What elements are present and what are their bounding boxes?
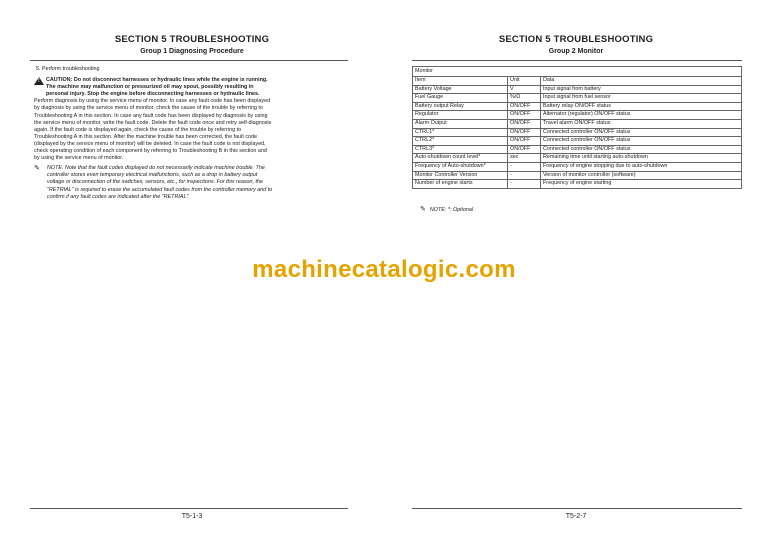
table-cell: Number of engine starts [413, 180, 508, 189]
header-cell: Item [413, 77, 508, 86]
note-text: NOTE: *: Optional [429, 207, 474, 213]
table-cell: Connected controller ON/OFF status [541, 128, 742, 137]
table-cell: Battery output Relay [413, 102, 508, 111]
note-block [420, 206, 473, 213]
table-cell: %/Ω [508, 94, 541, 103]
table-body [413, 85, 742, 188]
section-title: SECTION 5 TROUBLESHOOTING [498, 34, 654, 45]
table-cell: CTRL1* [413, 128, 508, 137]
table-cell: CTRL3* [413, 145, 508, 154]
left-content [34, 66, 274, 201]
table-cell: Monitor Controller Version [413, 171, 508, 180]
note-text: NOTE: Note that the fault codes displayed do not necessarily indicate machine trouble. The controller stores even temporary electrical malfunctions, such as a drop in battery output voltage or disconnection of the switches, sensors, etc., for inspections. For this reason, the "RETRIAL" is required to erase the accumulated fault codes from the controller memory and to confirm if any fault codes are indicated after the "RETRIAL". [47, 165, 273, 200]
group-title: Group 2 Monitor [548, 48, 604, 55]
table-cell: ON/OFF [508, 137, 541, 146]
page-number: T5-2-7 [565, 513, 587, 520]
table-cell: ON/OFF [508, 102, 541, 111]
table-row [413, 137, 742, 146]
table-row [413, 145, 742, 154]
table-row [413, 119, 742, 128]
table-row [413, 94, 742, 103]
table-cell: Input signal from battery [541, 85, 742, 94]
section-title: SECTION 5 TROUBLESHOOTING [114, 34, 270, 45]
procedure-paragraph: Perform diagnosis by using the service menu of monitor. In case any fault code has been displayed by diagnosis by using the service menu of monitor, check the cause of the trouble by referring to Troubleshooting A in this section. In case any fault code has been displayed by diagnosis by using the service menu of monitor, write the fault code. Delete the fault code once and retry self-diagnosis again. If the fault code is displayed again, check the cause of the trouble by referring to Troubleshooting A in this section. After the machine trouble has been corrected, the fault code (displayed by the service menu of monitor) will be deleted. In case the fault code is not displayed, check operating condition of each component by referring to Troubleshooting B in this section and by using the service menu of monitor. [34, 98, 272, 162]
header-cell: Data [541, 77, 742, 86]
caution-label: CAUTION: [46, 77, 73, 84]
table-cell: CTRL2* [413, 137, 508, 146]
table-row [413, 128, 742, 137]
header-cell: Unit [508, 77, 541, 86]
table-cell: Input signal from fuel sensor [541, 94, 742, 103]
table-cell: Fuel Gauge [413, 94, 508, 103]
note-block [34, 165, 274, 200]
table-cell: Version of monitor controller (software) [541, 171, 742, 180]
table-cell: Connected controller ON/OFF status [541, 137, 742, 146]
table-cell: sec [508, 154, 541, 163]
table-cell: Frequency of engine starting [541, 180, 742, 189]
table-cell: Regulator [413, 111, 508, 120]
table-cell: Connected controller ON/OFF status [541, 145, 742, 154]
caution-text: Do not disconnect harnesses or hydraulic lines while the engine is running. The machine may malfunction or pressurized oil may spout, possibly resulting in personal injury. Stop the engine before disconnecting harnesses or hydraulic lines. [46, 77, 268, 98]
table-cell: ON/OFF [508, 119, 541, 128]
note-pencil-icon: ✎ [34, 165, 40, 173]
table-row [413, 162, 742, 171]
table-cell: Battery Voltage [413, 85, 508, 94]
table-cell: Travel alarm ON/OFF status [541, 119, 742, 128]
table-header-row [413, 77, 742, 86]
header-rule [412, 60, 742, 61]
step-heading: 5. Perform troubleshooting [36, 66, 100, 72]
footer-rule [30, 508, 348, 509]
table-row [413, 102, 742, 111]
header-rule [30, 60, 348, 61]
table-cell: Frequency of engine stopping due to auto-shutdown [541, 162, 742, 171]
table-cell: Auto-shutdown count level* [413, 154, 508, 163]
table-cell: Remaining time until starting auto-shutdown [541, 154, 742, 163]
table-caption: Monitor [412, 66, 742, 76]
table-cell: - [508, 162, 541, 171]
group-title: Group 1 Diagnosing Procedure [140, 48, 244, 55]
table-cell: ON/OFF [508, 111, 541, 120]
page-number: T5-1-3 [181, 513, 203, 520]
monitor-table [412, 66, 742, 189]
table-row [413, 180, 742, 189]
note-pencil-icon: ✎ [420, 206, 426, 213]
table-cell: V [508, 85, 541, 94]
table-row [413, 85, 742, 94]
table-cell: Battery relay ON/OFF status [541, 102, 742, 111]
table-cell: Frequency of Auto-shutdown* [413, 162, 508, 171]
table-cell: ON/OFF [508, 128, 541, 137]
table-cell: Alarm Output [413, 119, 508, 128]
table-row [413, 111, 742, 120]
table-cell: ON/OFF [508, 145, 541, 154]
table-cell: - [508, 180, 541, 189]
footer-rule [412, 508, 742, 509]
table-cell: Alternator (regulator) ON/OFF status [541, 111, 742, 120]
caution-block [34, 77, 274, 98]
warning-triangle-icon: ! [34, 77, 44, 85]
table-cell: - [508, 171, 541, 180]
table-row [413, 154, 742, 163]
watermark-text: machinecatalogic.com [252, 256, 516, 283]
table-row [413, 171, 742, 180]
